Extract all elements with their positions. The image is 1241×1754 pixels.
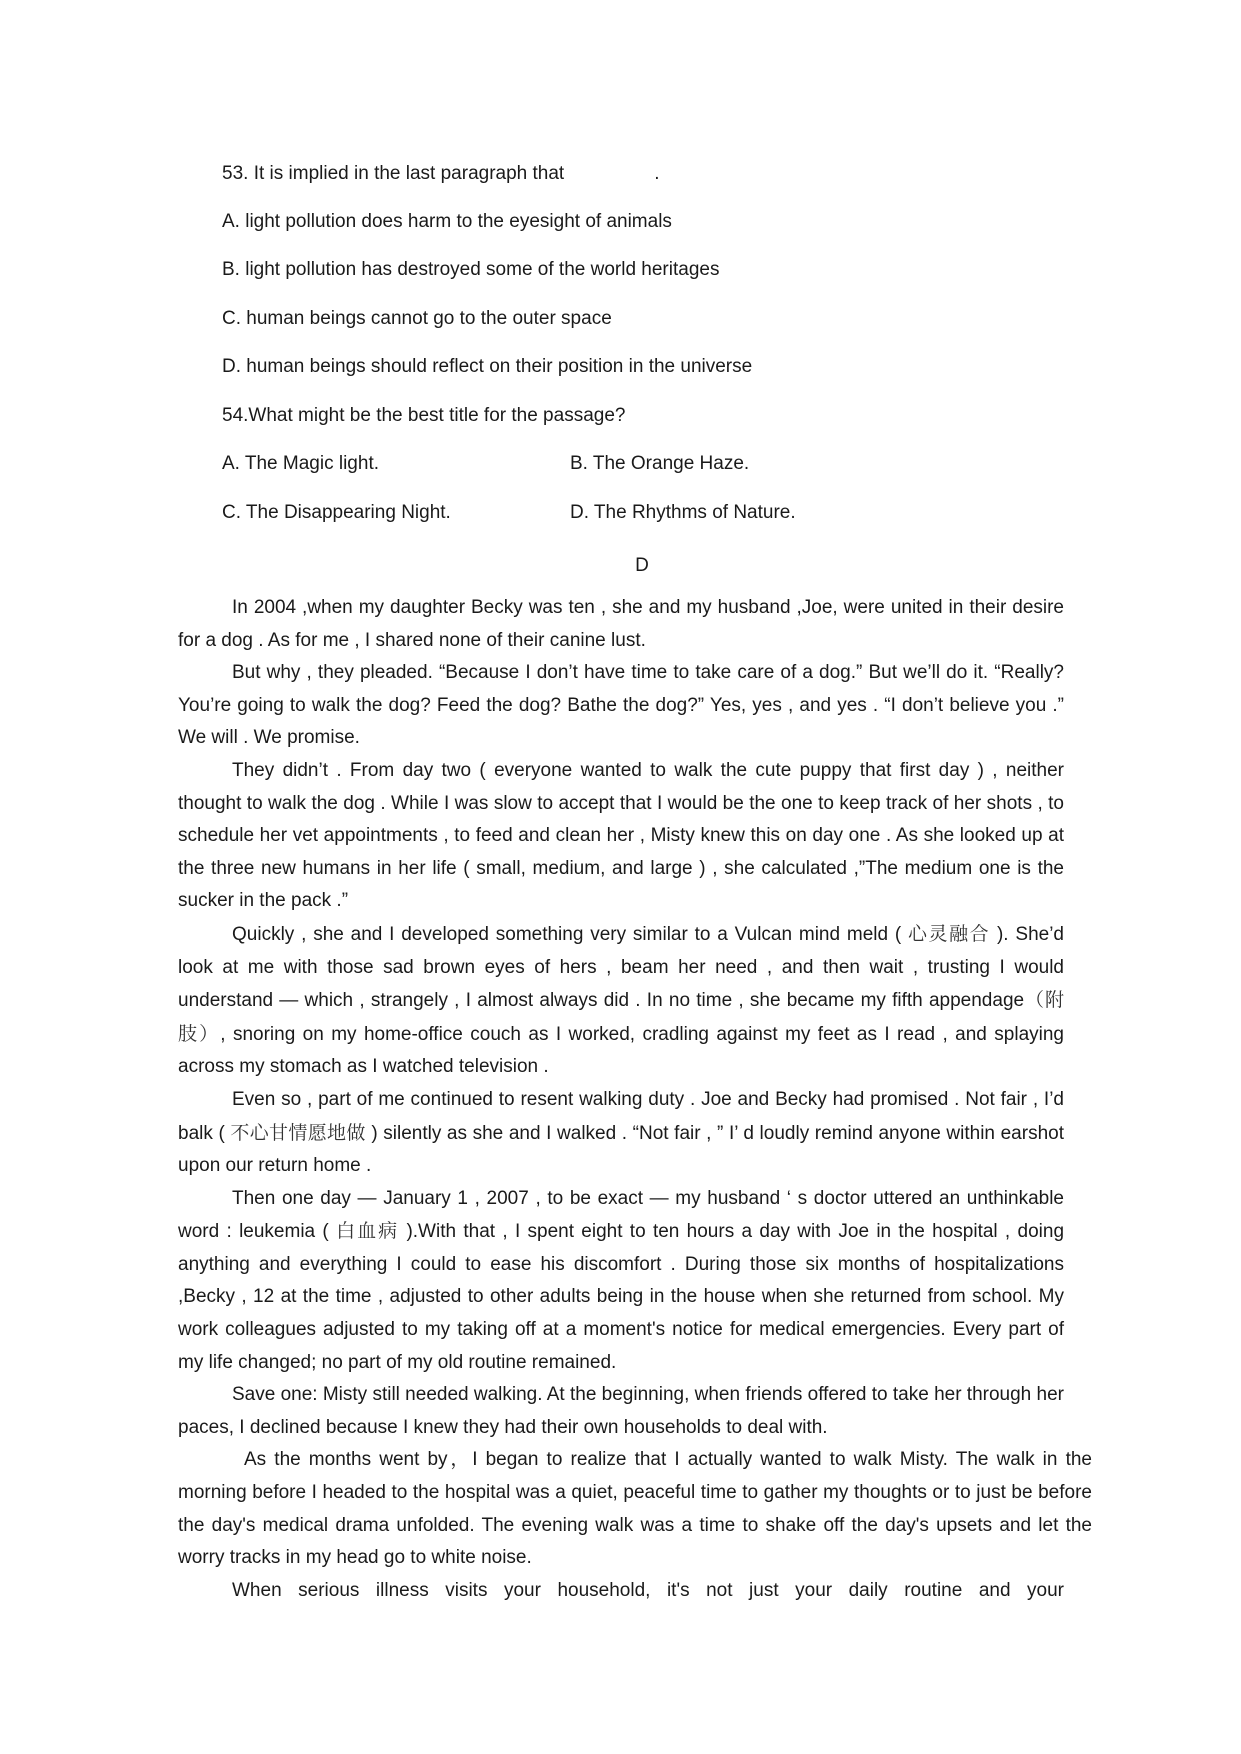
q53-stem [222,162,659,186]
reading-passage [178,592,1092,1607]
paragraph-4-part-c: , snoring on my home-office couch as I worked, cradling against my feet as I read , and splaying across my stomach as I watched television . [178,1023,1064,1078]
paragraph-7: Save one: Misty still needed walking. At the beginning, when friends offered to take her through her paces, I declined because I knew they had their own households to deal with. [178,1384,1064,1438]
paragraph-5 [178,1084,1064,1183]
gloss-chinese: 白血病 [336,1220,400,1243]
section-label: D [635,555,649,576]
paragraph-4 [178,918,1064,1084]
q54-option-c: C. The Disappearing Night. [222,502,451,523]
q53-option-b: B. light pollution has destroyed some of the world heritages [222,259,720,280]
paragraph-6 [178,1183,1064,1380]
q54-option-a: A. The Magic light. [222,453,380,474]
q53-stem-text: 53. It is implied in the last paragraph that [222,163,565,184]
paragraph-5-part-b: ) silently as she and I walked . “Not fair , ” I’ d loudly remind anyone within earshot upon our return home . [178,1122,1064,1177]
gloss-chinese: 不心甘情愿地做 [230,1121,366,1144]
q54-option-d: D. The Rhythms of Nature. [570,502,796,523]
q53-option-d: D. human beings should reflect on their position in the universe [222,356,753,377]
q53-stem-end: . [654,163,660,184]
paragraph-2: But why , they pleaded. “Because I don’t have time to take care of a dog.” But we’ll do it. “Really? You’re going to walk the dog? Feed the dog? Bathe the dog?” Yes, yes , and yes . “I don’t believe you .” We will . We promise. [178,662,1064,749]
gloss-chinese: 心灵融合 [908,922,991,945]
paragraph-6-part-a: Then one day — January 1 , 2007 , to be exact — my husband ‘ s doctor uttered an unthinkable word : leukemia ( [178,1187,1064,1243]
paragraph-4-part-b: ). She’d look at me with those sad brown eyes of hers , beam her need , and then wait , trusting I would understand — which , strangely , I almost always did . In no time , she became my fifth appendage [178,923,1064,1012]
q53-option-c: C. human beings cannot go to the outer space [222,308,612,329]
q54-option-b: B. The Orange Haze. [570,453,750,474]
gloss-chinese: （附肢） [178,989,1064,1045]
paragraph-5-part-a: Even so , part of me continued to resent walking duty . Joe and Becky had promised . Not fair , I’d balk ( [178,1088,1064,1144]
paragraph-4-part-a: Quickly , she and I developed something very similar to a Vulcan mind meld ( [232,923,902,945]
q54-stem: 54.What might be the best title for the passage? [222,405,626,426]
paragraph-1: In 2004 ,when my daughter Becky was ten , she and my husband ,Joe, were united in their desire for a dog . As for me , I shared none of their canine lust. [178,597,1064,651]
paragraph-6-part-b: ).With that , I spent eight to ten hours a day with Joe in the hospital , doing anything and everything I could to ease his discomfort . During those six months of hospitalizations ,Becky , 12 at the time , adjusted to other adults being in the house when she returned from school. My work colleagues adjusted to my taking off at a moment's notice for medical emergencies. Every part of my life changed; no part of my old routine remained. [178,1221,1065,1373]
paragraph-3: They didn’t . From day two ( everyone wanted to walk the cute puppy that first day ) , neither thought to walk the dog . While I was slow to accept that I would be the one to keep track of her shots , to schedule her vet appointments , to feed and clean her , Misty knew this on day one . As she looked up at the three new humans in her life ( small, medium, and large ) , she calculated ,”The medium one is the sucker in the pack .” [178,759,1064,912]
paragraph-9: When serious illness visits your household, it's not just your daily routine and your [232,1579,1064,1601]
q53-option-a: A. light pollution does harm to the eyesight of animals [222,211,672,232]
paragraph-8: As the months went by，I began to realize that I actually wanted to walk Misty. The walk in the morning before I headed to the hospital was a quiet, peaceful time to gather my thoughts or to just be before the day's medical drama unfolded. The evening walk was a time to shake off the day's upsets and let the worry tracks in my head go to white noise. [178,1449,1092,1569]
